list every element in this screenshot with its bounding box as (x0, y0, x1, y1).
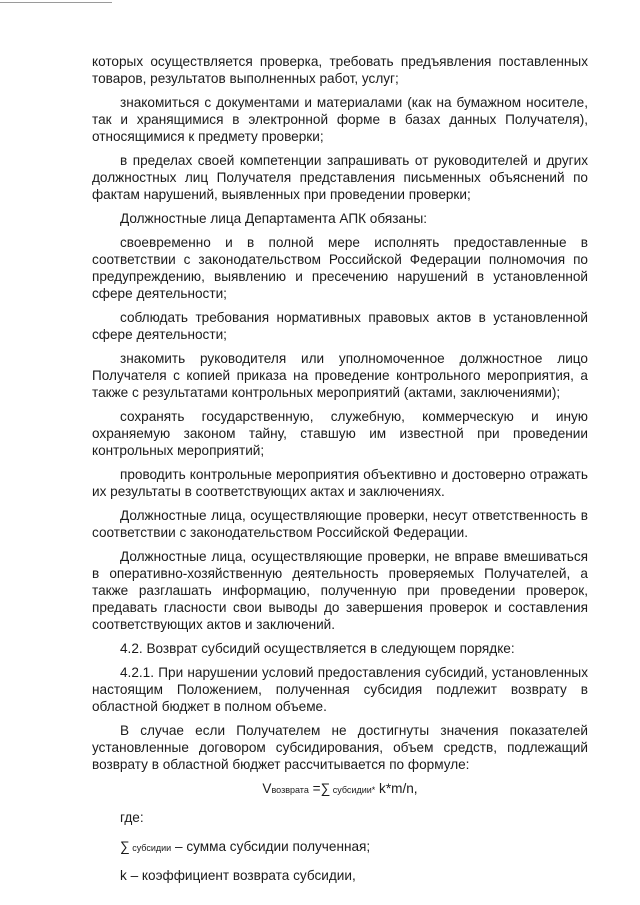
definition-item (120, 867, 588, 886)
definition-symbol: k (120, 868, 127, 883)
definition-subscript: субсидии (129, 843, 172, 853)
paragraph: соблюдать требования нормативных правовых актов в установленной сфере деятельности; (92, 310, 588, 342)
formula-v: V (262, 781, 272, 796)
return-formula (92, 780, 588, 799)
paragraph: знакомить руководителя или уполномоченное должностное лицо Получателя с копией приказа на проведение контрольного мероприятия, а также с результатами контрольных мероприятий (актами, заключениями); (92, 351, 588, 400)
paragraph: своевременно и в полной мере исполнять предоставленные в соответствии с законодательством Российской Федерации полномочия по предупреждению, выявлению и пресечению нарушений в установленной сфере деятельности; (92, 235, 588, 301)
paragraph: проводить контрольные мероприятия объективно и достоверно отражать их результаты в соответствующих актах и заключениях. (92, 467, 588, 499)
definition-symbol: ∑ (120, 839, 130, 854)
paragraph: 4.2.1. При нарушении условий предоставления субсидий, установленных настоящим Положением, полученная субсидия подлежит возврату в областной бюджет в полном объеме. (92, 665, 588, 714)
where-label: где: (120, 810, 144, 825)
paragraph: Должностные лица, осуществляющие проверки, не вправе вмешиваться в оперативно-хозяйственную деятельность проверяемых Получателей, а также разглашать информацию, полученную при проведении проверок, предавать гласности свои выводы до завершения проверок и составления соответствующих актов и заключений. (92, 549, 588, 632)
formula-sigma-subscript: субсидии* (330, 785, 376, 795)
document-body (92, 53, 588, 896)
paragraph: Должностные лица, осуществляющие проверки, несут ответственность в соответствии с законодательством Российской Федерации. (92, 508, 588, 540)
section-heading: 4.2. Возврат субсидий осуществляется в следующем порядке: (120, 641, 515, 656)
definition-text: – сумма субсидии полученная; (171, 839, 371, 854)
formula-equals: = (308, 781, 321, 796)
paragraph: которых осуществляется проверка, требовать предъявления поставленных товаров, результатов выполненных работ, услуг; (92, 54, 588, 86)
definition-text: – коэффициент возврата субсидии, (126, 868, 356, 883)
paragraph: знакомиться с документами и материалами (как на бумажном носителе, так и хранящимися в электронной форме в базах данных Получателя), относящимися к предмету проверки; (92, 95, 588, 144)
formula-v-subscript: возврата (271, 785, 309, 795)
formula-tail: k*m/n, (375, 781, 418, 796)
paragraph: в пределах своей компетенции запрашивать от руководителей и других должностных лиц Получателя представления письменных объяснений по фактам нарушений, выявленных при проведении проверки; (92, 153, 588, 202)
top-rule (0, 2, 112, 3)
paragraph: В случае если Получателем не достигнуты значения показателей установленные договором субсидирования, объем средств, подлежащий возврату в областной бюджет рассчитывается по формуле: (92, 723, 588, 772)
formula-sigma: ∑ (320, 781, 331, 796)
paragraph: сохранять государственную, служебную, коммерческую и иную охраняемую законом тайну, ставшую им известной при проведении контрольных мероприятий; (92, 409, 588, 458)
definition-item (120, 838, 588, 857)
paragraph: Должностные лица Департамента АПК обязаны: (120, 211, 428, 226)
